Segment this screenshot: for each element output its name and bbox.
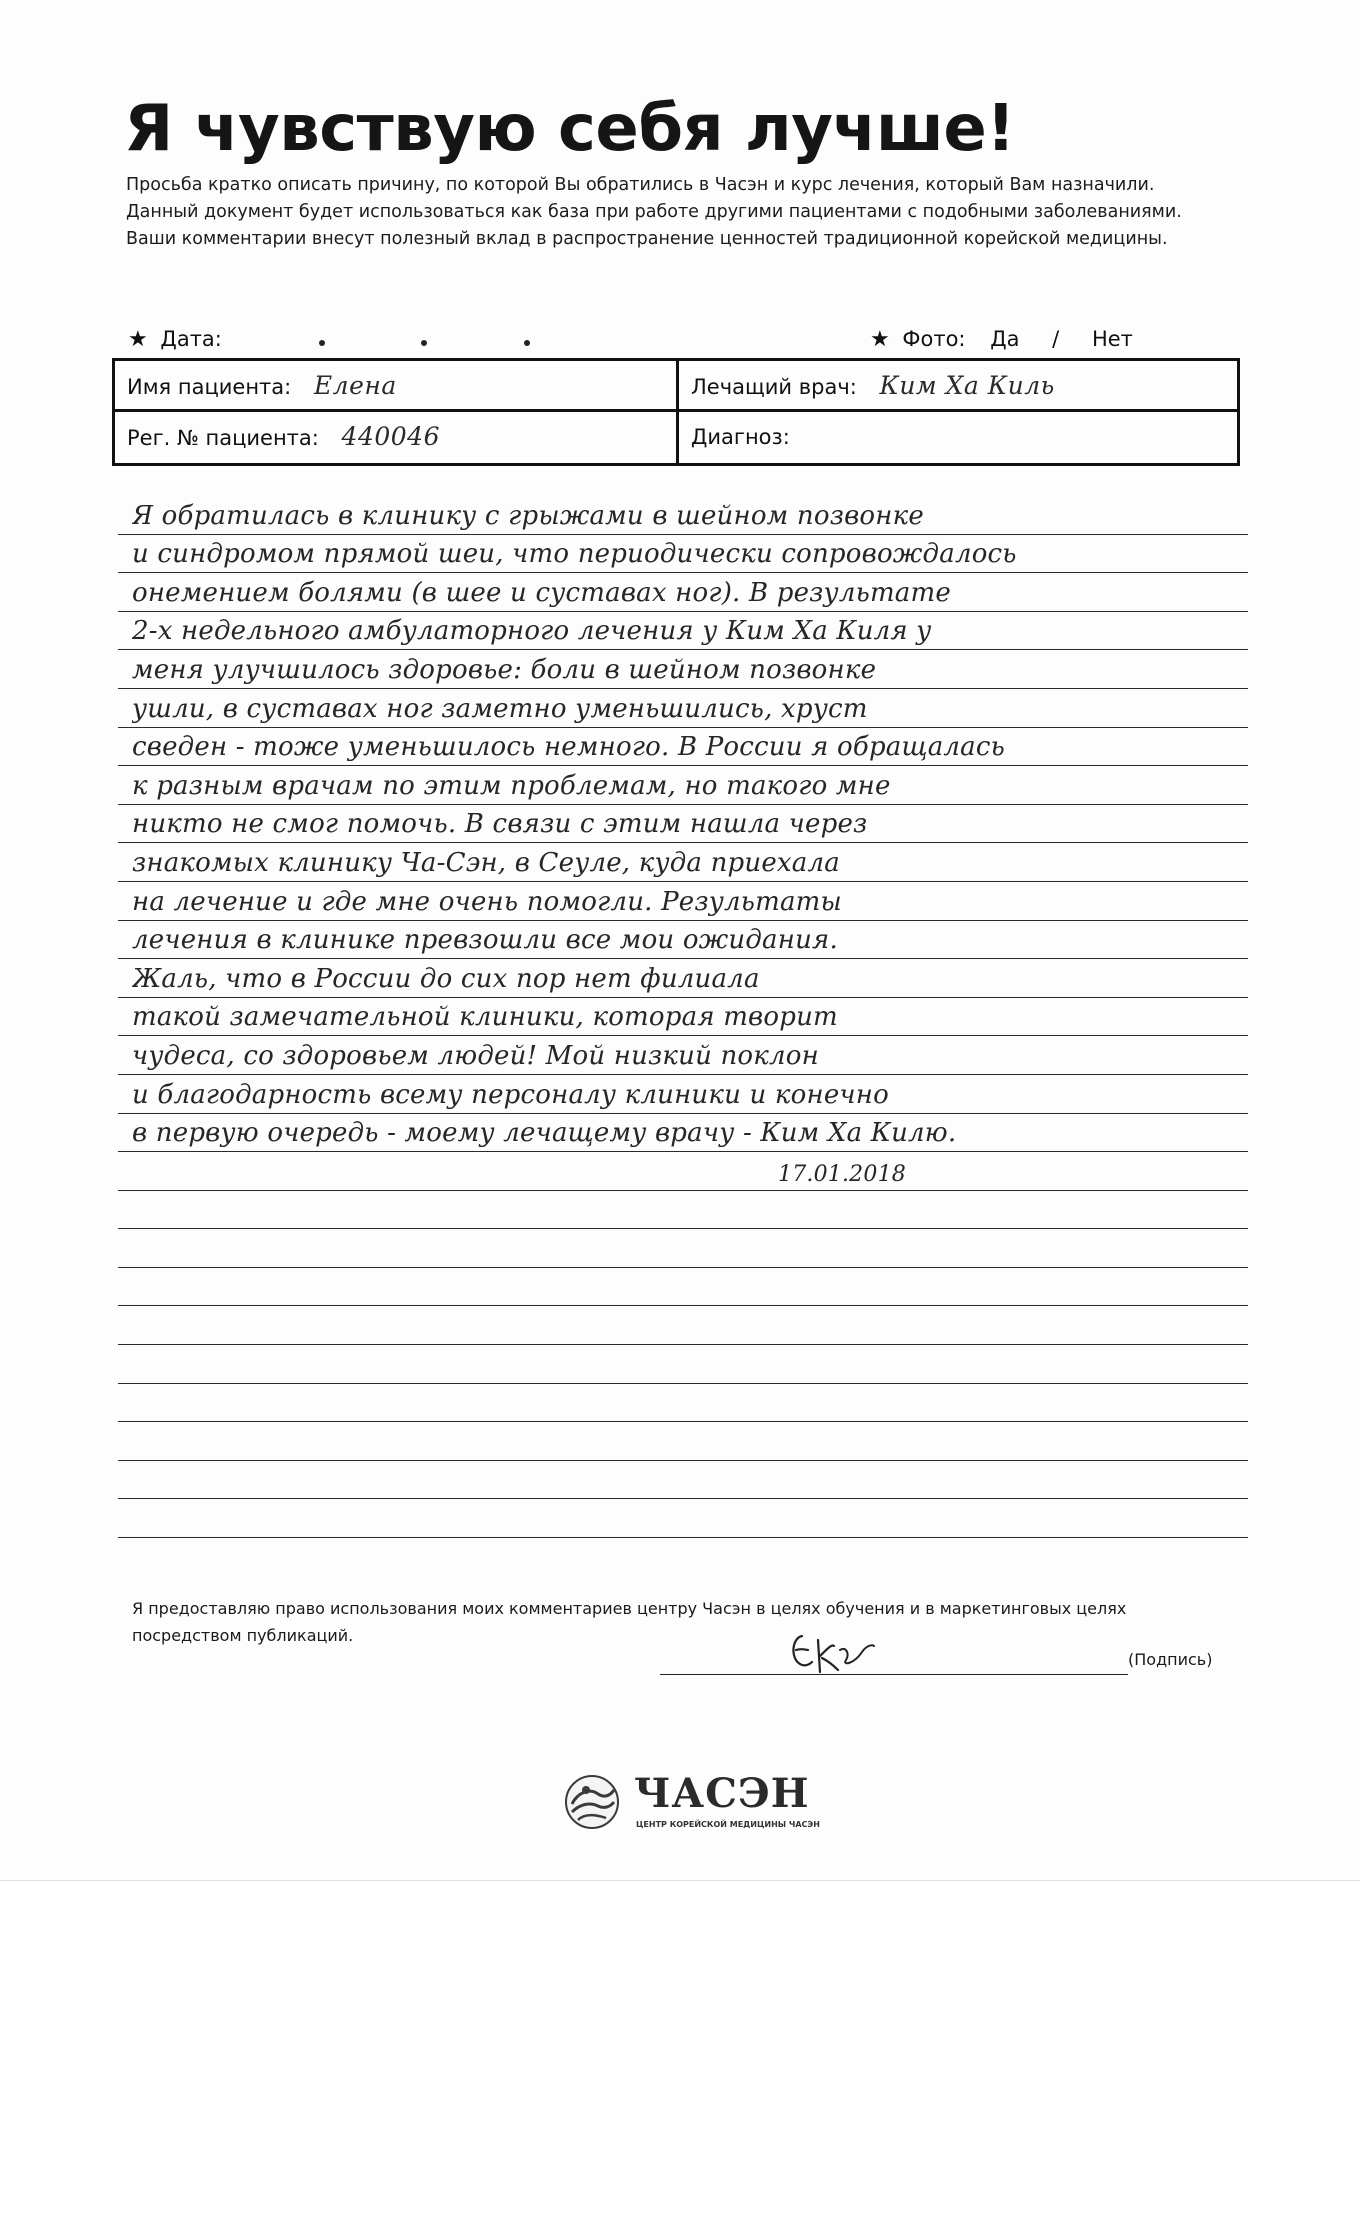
comment-line bbox=[118, 1229, 1248, 1268]
handwritten-date: 17.01.2018 bbox=[778, 1161, 906, 1187]
handwritten-text: чудеса, со здоровьем людей! Мой низкий поклон bbox=[132, 1040, 819, 1071]
handwritten-text: Жаль, что в России до сих пор нет филиала bbox=[132, 963, 760, 994]
date-label: Дата: bbox=[160, 327, 222, 351]
comment-line bbox=[118, 535, 1248, 574]
consent-line: посредством публикаций. bbox=[132, 1626, 354, 1645]
comment-line bbox=[118, 1075, 1248, 1114]
patient-name-label: Имя пациента: bbox=[127, 375, 292, 399]
signature-label: (Подпись) bbox=[1128, 1650, 1213, 1669]
photo-option-yes[interactable]: Да bbox=[990, 327, 1020, 351]
handwritten-text: онемением болями (в шее и суставах ног). В результате bbox=[132, 577, 951, 608]
comment-line bbox=[118, 1345, 1248, 1384]
consent-line: Я предоставляю право использования моих комментариев центру Часэн в целях обучения и в маркетинговых целях bbox=[132, 1599, 1127, 1618]
reg-number-label: Рег. № пациента: bbox=[127, 426, 319, 450]
star-icon: ★ bbox=[870, 327, 890, 352]
comment-line bbox=[118, 959, 1248, 998]
signature-scribble bbox=[788, 1628, 878, 1676]
form-intro bbox=[126, 172, 1256, 253]
doctor-value: Ким Ха Киль bbox=[879, 371, 1055, 400]
date-dot-icon bbox=[319, 340, 325, 346]
patient-name-cell[interactable] bbox=[115, 361, 679, 412]
diagnosis-cell[interactable] bbox=[679, 412, 1237, 463]
comment-line bbox=[118, 689, 1248, 728]
doctor-label: Лечащий врач: bbox=[691, 375, 857, 399]
handwritten-text: ушли, в суставах ног заметно уменьшились, хруст bbox=[132, 693, 868, 724]
handwritten-text: лечения в клинике превзошли все мои ожидания. bbox=[132, 925, 838, 956]
photo-separator: / bbox=[1052, 327, 1060, 351]
date-dot-icon bbox=[524, 340, 530, 346]
handwritten-text: сведен - тоже уменьшилось немного. В России я обращалась bbox=[132, 732, 1005, 763]
date-row bbox=[128, 327, 530, 352]
comment-line bbox=[118, 612, 1248, 651]
handwritten-text: Я обратилась в клинику с грыжами в шейном позвонке bbox=[132, 500, 924, 531]
date-dot-icon bbox=[421, 340, 427, 346]
doctor-cell[interactable] bbox=[679, 361, 1237, 412]
patient-info-table bbox=[112, 358, 1240, 466]
clinic-logo bbox=[564, 1770, 824, 1840]
comment-line bbox=[118, 1191, 1248, 1230]
star-icon: ★ bbox=[128, 327, 148, 352]
signature-field[interactable] bbox=[660, 1628, 1240, 1688]
comment-line bbox=[118, 650, 1248, 689]
signature-line bbox=[660, 1674, 1128, 1675]
handwritten-text: знакомых клинику Ча-Сэн, в Сеуле, куда приехала bbox=[132, 847, 840, 878]
handwritten-text: к разным врачам по этим проблемам, но такого мне bbox=[132, 770, 891, 801]
comment-line bbox=[118, 1422, 1248, 1461]
photo-row bbox=[870, 327, 1133, 352]
comment-line bbox=[118, 805, 1248, 844]
comment-line bbox=[118, 1384, 1248, 1423]
comment-line bbox=[118, 921, 1248, 960]
comment-line bbox=[118, 1306, 1248, 1345]
intro-line: Ваши комментарии внесут полезный вклад в распространение ценностей традиционной корейской медицины. bbox=[126, 229, 1168, 249]
clinic-name: ЧАСЭН bbox=[634, 1770, 810, 1817]
comment-line bbox=[118, 496, 1248, 535]
handwritten-text: меня улучшилось здоровье: боли в шейном позвонке bbox=[132, 654, 877, 685]
photo-option-no[interactable]: Нет bbox=[1091, 327, 1133, 351]
handwritten-text: 2-х недельного амбулаторного лечения у Ким Ха Киля у bbox=[132, 616, 932, 647]
intro-line: Просьба кратко описать причину, по которой Вы обратились в Часэн и курс лечения, который Вам назначили. bbox=[126, 175, 1155, 195]
handwritten-text: такой замечательной клиники, которая творит bbox=[132, 1002, 838, 1033]
diagnosis-label: Диагноз: bbox=[691, 425, 790, 449]
handwritten-text: и благодарность всему персоналу клиники и конечно bbox=[132, 1079, 889, 1110]
comment-line bbox=[118, 998, 1248, 1037]
handwritten-text: в первую очередь - моему лечащему врачу - Ким Ха Килю. bbox=[132, 1118, 957, 1149]
reg-number-cell[interactable] bbox=[115, 412, 679, 463]
form-title: Я чувствую себя лучше! bbox=[124, 92, 1015, 166]
handwritten-text: никто не смог помочь. В связи с этим нашла через bbox=[132, 809, 868, 840]
intro-line: Данный документ будет использоваться как база при работе другими пациентами с подобными заболеваниями. bbox=[126, 202, 1182, 222]
handwritten-text: на лечение и где мне очень помогли. Результаты bbox=[132, 886, 842, 917]
comment-line bbox=[118, 1268, 1248, 1307]
comment-line bbox=[118, 1499, 1248, 1538]
comment-line bbox=[118, 728, 1248, 767]
comment-line bbox=[118, 1461, 1248, 1500]
clinic-subtitle: ЦЕНТР КОРЕЙСКОЙ МЕДИЦИНЫ ЧАСЭН bbox=[636, 1820, 820, 1829]
photo-label: Фото: bbox=[902, 327, 966, 351]
patient-name-value: Елена bbox=[313, 371, 397, 400]
comment-line bbox=[118, 573, 1248, 612]
comment-line bbox=[118, 1036, 1248, 1075]
comment-lines bbox=[118, 496, 1248, 1538]
reg-number-value: 440046 bbox=[341, 422, 440, 451]
comment-line bbox=[118, 1152, 1248, 1191]
handwritten-text: и синдромом прямой шеи, что периодически сопровождалось bbox=[132, 539, 1017, 570]
comment-line bbox=[118, 843, 1248, 882]
clinic-emblem-icon bbox=[564, 1774, 620, 1830]
comment-line bbox=[118, 766, 1248, 805]
comment-line bbox=[118, 882, 1248, 921]
comment-line bbox=[118, 1114, 1248, 1153]
